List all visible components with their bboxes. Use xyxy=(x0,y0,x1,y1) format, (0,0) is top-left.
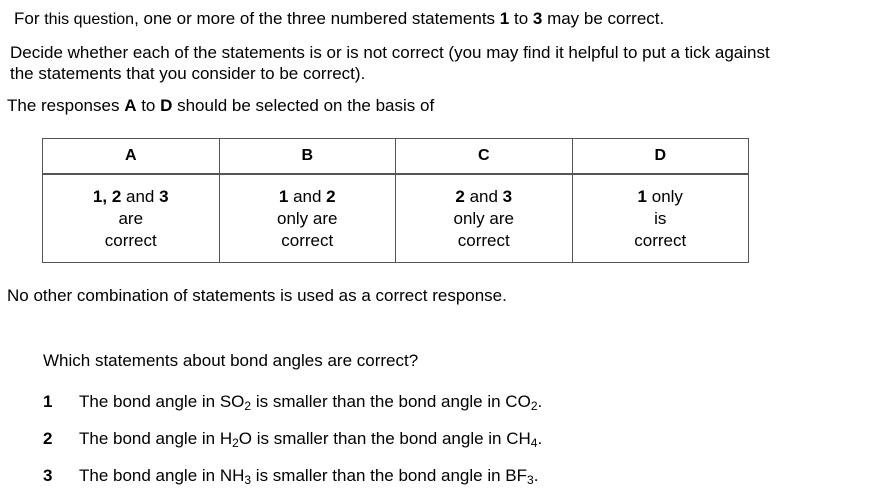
cell-a-line-2: are xyxy=(118,208,144,228)
cell-b-line-1 xyxy=(220,186,396,208)
cell-b-line-2: only are xyxy=(277,208,338,228)
cell-d-rest: only xyxy=(647,186,683,206)
cell-c-line-1 xyxy=(396,186,572,208)
response-key-body-row xyxy=(43,174,749,263)
statement-1-number: 1 xyxy=(43,392,53,411)
cell-a-line-3: correct xyxy=(104,230,157,250)
cell-c xyxy=(396,174,573,263)
cell-a-bold2: 3 xyxy=(159,186,169,206)
intro-instruction xyxy=(14,9,664,30)
cell-d-line-2: is xyxy=(654,208,667,228)
response-key-table xyxy=(42,138,749,263)
statement-2-sub-a: 2 xyxy=(232,436,239,450)
statement-1-text-b: is smaller than the bond angle in CO xyxy=(251,392,531,411)
no-other-combination-note: No other combination of statements is used as a correct response. xyxy=(7,286,507,305)
statement-1-text-a: The bond angle in SO xyxy=(79,392,245,411)
header-d: D xyxy=(572,139,749,175)
cell-c-rest: and xyxy=(464,186,503,206)
cell-b-bold: 1 xyxy=(278,186,289,206)
intro-number-1: 1 xyxy=(499,9,510,28)
cell-a-bold: 1, 2 xyxy=(92,186,122,206)
statement-2 xyxy=(43,429,542,449)
cell-d-line-3: correct xyxy=(634,230,687,250)
statement-3-text-c: . xyxy=(533,466,539,485)
statement-3-sub-b: 3 xyxy=(527,473,534,487)
statement-1-sub-b: 2 xyxy=(530,399,538,413)
cell-c-line-2: only are xyxy=(453,208,514,228)
intro-middle: , one or more of the three numbered statements xyxy=(134,9,500,28)
intro-prefix: For xyxy=(14,9,45,28)
header-b: B xyxy=(219,139,396,175)
intro-number-3: 3 xyxy=(532,9,543,28)
cell-b xyxy=(219,174,396,263)
question-text: Which statements about bond angles are correct? xyxy=(43,351,419,370)
intro-to: to xyxy=(509,9,533,28)
cell-b-rest: and xyxy=(288,186,327,206)
header-a: A xyxy=(43,139,220,175)
intro-this-question: this question xyxy=(44,11,135,28)
statement-2-text-c: . xyxy=(537,429,543,448)
statement-3 xyxy=(43,466,538,486)
cell-c-bold: 2 xyxy=(455,186,465,206)
statement-1-text-c: . xyxy=(537,392,543,411)
statement-2-text-a: The bond angle in H xyxy=(79,429,233,448)
cell-b-bold2: 2 xyxy=(326,186,336,206)
statement-2-sub-b: 4 xyxy=(530,436,538,450)
cell-a-rest: and xyxy=(121,186,160,206)
header-c: C xyxy=(396,139,573,175)
response-key-header-row xyxy=(43,139,749,175)
cell-a-line-1 xyxy=(43,186,219,208)
cell-a xyxy=(43,174,220,263)
statement-3-text-a: The bond angle in NH xyxy=(79,466,245,485)
statement-1-sub-a: 2 xyxy=(244,399,252,413)
cell-b-line-3: correct xyxy=(281,230,334,250)
decide-instruction-line-1: Decide whether each of the statements is or is not correct (you may find it helpful to put a tick against xyxy=(10,43,770,62)
responses-instruction xyxy=(7,96,434,116)
responses-letter-a: A xyxy=(124,96,137,115)
statement-3-number: 3 xyxy=(43,466,53,485)
statement-3-text-b: is smaller than the bond angle in BF xyxy=(251,466,528,485)
cell-d xyxy=(572,174,749,263)
intro-suffix: may be correct. xyxy=(542,9,665,28)
statement-2-text-b: O is smaller than the bond angle in CH xyxy=(238,429,531,448)
statement-2-number: 2 xyxy=(43,429,53,448)
decide-instruction-line-2: the statements that you consider to be correct). xyxy=(10,64,366,83)
responses-suffix: should be selected on the basis of xyxy=(172,96,435,115)
cell-d-bold: 1 xyxy=(637,186,648,206)
cell-d-line-1 xyxy=(573,186,749,208)
responses-letter-d: D xyxy=(160,96,173,115)
statement-1 xyxy=(43,392,542,412)
statement-3-sub-a: 3 xyxy=(244,473,252,487)
responses-to: to xyxy=(136,96,161,115)
cell-c-bold2: 3 xyxy=(502,186,513,206)
responses-prefix: The responses xyxy=(7,96,125,115)
cell-c-line-3: correct xyxy=(457,230,510,250)
